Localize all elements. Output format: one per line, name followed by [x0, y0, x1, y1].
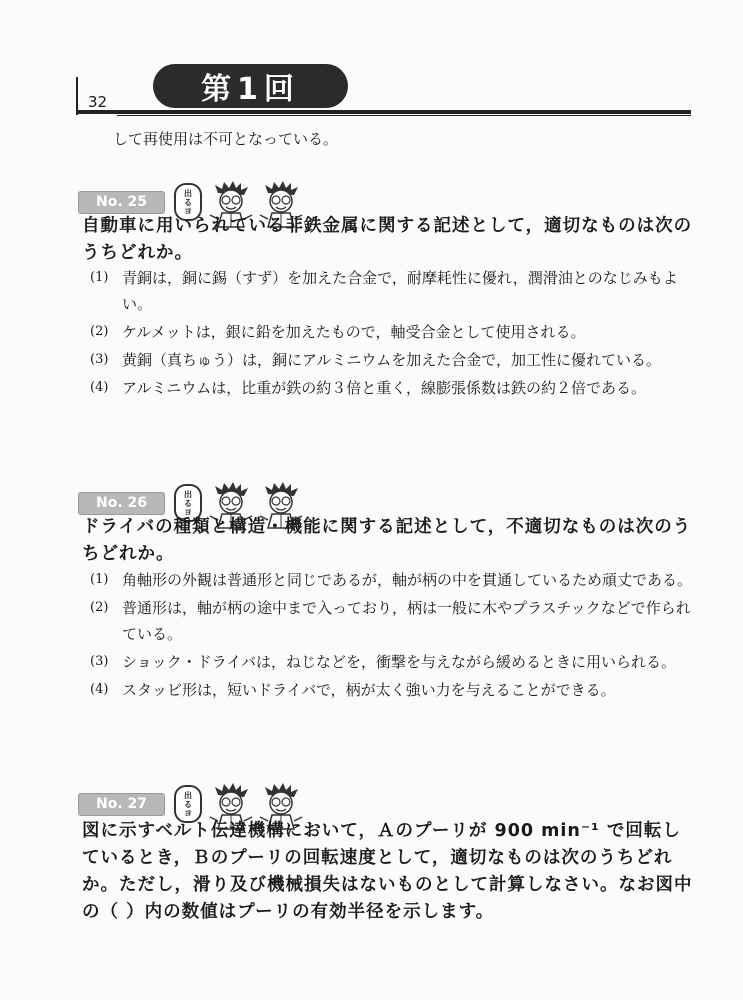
- question-number-badge: No. 27: [78, 793, 165, 816]
- option-number: (3): [90, 654, 109, 669]
- option-text: 角軸形の外観は普通形と同じであるが，軸が柄の中を貫通しているため頑丈である。: [122, 571, 693, 589]
- page-number: 32: [88, 93, 108, 111]
- option-text: 青銅は，銅に錫（すず）を加えた合金で，耐摩耗性に優れ，潤滑油とのなじみもよい。: [122, 269, 678, 313]
- option-item: [90, 375, 700, 401]
- option-item: [90, 567, 700, 593]
- frequency-icon: 出 る ヨ: [174, 785, 202, 823]
- options-26: [90, 567, 700, 705]
- question-number-badge: No. 25: [78, 191, 165, 214]
- option-item: [90, 319, 700, 345]
- option-text: スタッビ形は，短いドライバで，柄が太く強い力を与えることができる。: [122, 681, 616, 699]
- option-item: [90, 595, 700, 647]
- option-number: (4): [90, 682, 109, 697]
- options-25: [90, 265, 700, 403]
- question-text-26: ドライバの種類と構造・機能に関する記述として，不適切なものは次のうちどれか。: [82, 517, 692, 564]
- frequency-icon: 出 る ヨ: [174, 183, 202, 221]
- intro-text: して再使用は不可となっている。: [113, 130, 339, 148]
- option-number: (1): [90, 572, 109, 587]
- question-text-25: 自動車に用いられている非鉄金属に関する記述として，適切なものは次のうちどれか。: [82, 216, 693, 263]
- header-rule-thin: [117, 115, 691, 116]
- option-number: (3): [90, 352, 109, 367]
- question-number-badge: No. 26: [78, 492, 165, 515]
- header-rule: [76, 110, 691, 114]
- frequency-icon: 出 る ヨ: [174, 484, 202, 522]
- option-item: [90, 347, 700, 373]
- option-item: [90, 265, 700, 317]
- round-title: 第1回: [153, 64, 348, 108]
- option-text: ケルメットは，銀に鉛を加えたもので，軸受合金として使用される。: [122, 323, 586, 341]
- option-text: 黄銅（真ちゅう）は，銅にアルミニウムを加えた合金で，加工性に優れている。: [122, 351, 661, 369]
- option-number: (4): [90, 380, 109, 395]
- option-number: (2): [90, 324, 109, 339]
- question-text-27: 図に示すベルト伝達機構において，Ａのプーリが 900 min⁻¹ で回転しているとき，Ｂのプーリの回転速度として，適切なものは次のうちどれか。ただし，滑り及び機械損失はないものとして計算しなさい。なお図中の（ ）内の数値はプーリの有効半径を示します。: [82, 821, 693, 922]
- option-number: (2): [90, 600, 109, 615]
- option-item: [90, 677, 700, 703]
- option-item: [90, 649, 700, 675]
- option-text: アルミニウムは，比重が鉄の約３倍と重く，線膨張係数は鉄の約２倍である。: [122, 379, 646, 397]
- option-text: ショック・ドライバは，ねじなどを，衝撃を与えながら緩めるときに用いられる。: [122, 653, 676, 671]
- option-text: 普通形は，軸が柄の途中まで入っており，柄は一般に木やプラスチックなどで作られている。: [122, 599, 691, 643]
- option-number: (1): [90, 270, 109, 285]
